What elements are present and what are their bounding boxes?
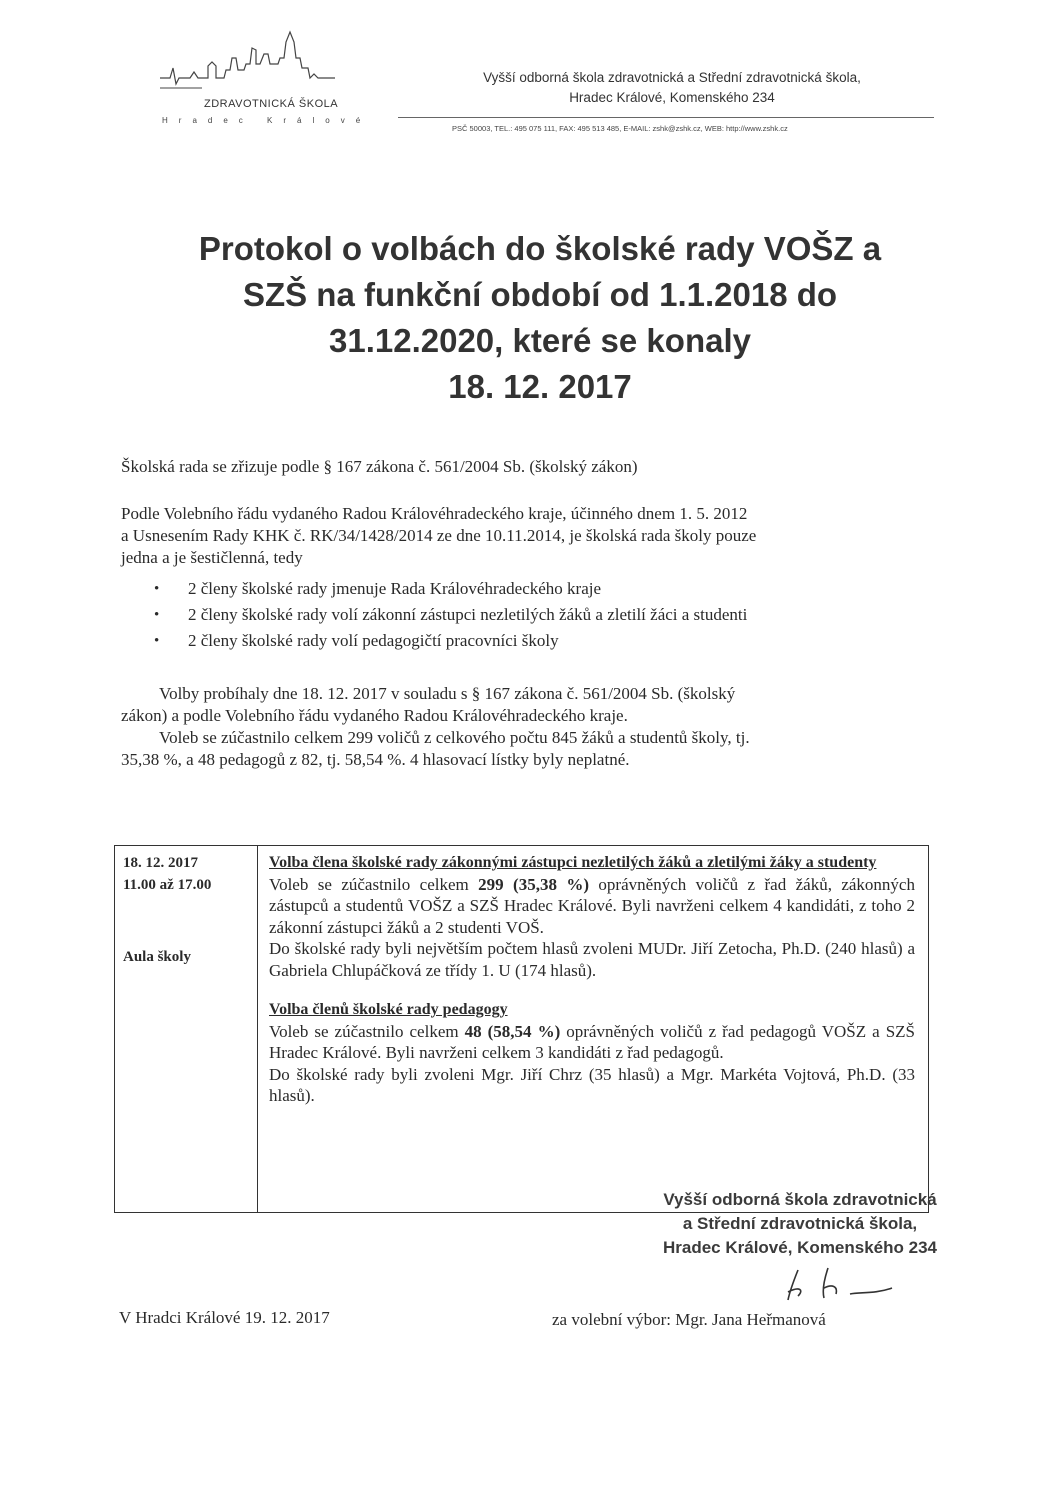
election-committee: za volební výbor: Mgr. Jana Heřmanová: [552, 1310, 826, 1329]
summary-line-1: Volby probíhaly dne 18. 12. 2017 v souladu s § 167 zákona č. 561/2004 Sb. (školský: [159, 684, 736, 703]
students-result: Do školské rady byli největším počtem hlasů zvoleni MUDr. Jiří Zetocha, Ph.D. (240 hlasů) a Gabriela Chlupáčková ze třídy 1. U (174 hlasů).: [269, 939, 915, 980]
title-line-4: 18. 12. 2017: [448, 368, 632, 405]
rules-line-2: a Usnesením Rady KHK č. RK/34/1428/2014 ze dne 10.11.2014, je školská rada školy pouze: [121, 526, 757, 545]
stamp-line-1: Vyšší odborná škola zdravotnická: [663, 1190, 937, 1209]
students-turnout: Voleb se zúčastnilo celkem 299 (35,38 %) oprávněných voličů z řad žáků, zákonných zástupců a studentů VOŠZ a SZŠ Hradec Králové. Byli navrženi celkem 4 kandidáti, z toho 2 zákonní zástupci žáků a 2 studenti VOŠ.: [269, 874, 915, 937]
membership-list: [148, 576, 948, 654]
skyline-logo-icon: [160, 28, 350, 98]
election-meta: [123, 852, 253, 968]
election-time: 11.00 až 17.00: [123, 877, 212, 893]
school-address: Hradec Králové, Komenského 234: [569, 90, 775, 105]
bullet-icon: •: [154, 633, 160, 649]
stamp-line-3: Hradec Králové, Komenského 234: [662, 1238, 937, 1257]
election-details: [269, 852, 915, 1107]
rules-line-3: jedna a je šestičlenná, tedy: [121, 548, 303, 567]
header-divider: [398, 117, 934, 118]
teachers-result: Do školské rady byli zvoleni Mgr. Jiří Chrz (35 hlasů) a Mgr. Markéta Vojtová, Ph.D. (33 hlasů).: [269, 1064, 915, 1105]
summary-line-2: zákon) a podle Volebního řádu vydaného Radou Královéhradeckého kraje.: [121, 706, 628, 725]
logo-city-name: Hradec Králové: [162, 116, 372, 125]
summary-line-3: Voleb se zúčastnilo celkem 299 voličů z celkového počtu 845 žáků a studentů školy, tj.: [159, 728, 750, 747]
section-heading-teachers: Volba členů školské rady pedagogy: [269, 1001, 508, 1018]
list-item: • 2 členy školské rady jmenuje Rada Královéhradeckého kraje: [148, 576, 948, 602]
school-stamp: [650, 1188, 950, 1260]
school-logo: [160, 28, 372, 128]
logo-school-name: ZDRAVOTNICKÁ ŠKOLA: [204, 98, 339, 110]
place-and-date: V Hradci Králové 19. 12. 2017: [119, 1308, 330, 1327]
section-heading-students: Volba člena školské rady zákonnými zástupci nezletilých žáků a zletilými žáky a studenty: [269, 854, 877, 871]
stamp-line-2: a Střední zdravotnická škola,: [682, 1214, 918, 1233]
school-name-line1: Vyšší odborná škola zdravotnická a Střední zdravotnická škola,: [483, 70, 861, 85]
bullet-icon: •: [154, 607, 160, 623]
column-divider: [257, 846, 258, 1212]
list-item: • 2 členy školské rady volí pedagogičtí pracovníci školy: [148, 628, 948, 654]
title-line-3: 31.12.2020, které se konaly: [329, 322, 751, 359]
contact-line: PSČ 50003, TEL.: 495 075 111, FAX: 495 513 485, E-MAIL: zshk@zshk.cz, WEB: http://www.zshk.cz: [452, 124, 788, 133]
rules-line-1: Podle Volebního řádu vydaného Radou Královéhradeckého kraje, účinného dnem 1. 5. 2012: [121, 504, 748, 523]
list-item: • 2 členy školské rady volí zákonní zástupci nezletilých žáků a zletilí žáci a studenti: [148, 602, 948, 628]
election-place: Aula školy: [123, 949, 191, 965]
summary-line-4: 35,38 %, a 48 pedagogů z 82, tj. 58,54 %. 4 hlasovací lístky byly neplatné.: [121, 750, 630, 769]
document-title: [120, 226, 960, 410]
summary-paragraph: [121, 683, 941, 771]
intro-paragraph: Školská rada se zřizuje podle § 167 zákona č. 561/2004 Sb. (školský zákon): [121, 457, 638, 476]
signature-icon: [780, 1264, 910, 1304]
election-results-table: [114, 845, 929, 1213]
teachers-turnout: Voleb se zúčastnilo celkem 48 (58,54 %) oprávněných voličů z řad pedagogů VOŠZ a SZŠ Hradec Králové. Byli navrženi celkem 3 kandidáti z řad pedagogů.: [269, 1021, 915, 1062]
bullet-icon: •: [154, 581, 160, 597]
title-line-2: SZŠ na funkční období od 1.1.2018 do: [242, 276, 838, 313]
title-line-1: Protokol o volbách do školské rady VOŠZ a: [198, 230, 882, 267]
rules-paragraph: [121, 503, 941, 569]
election-date: 18. 12. 2017: [123, 855, 198, 871]
